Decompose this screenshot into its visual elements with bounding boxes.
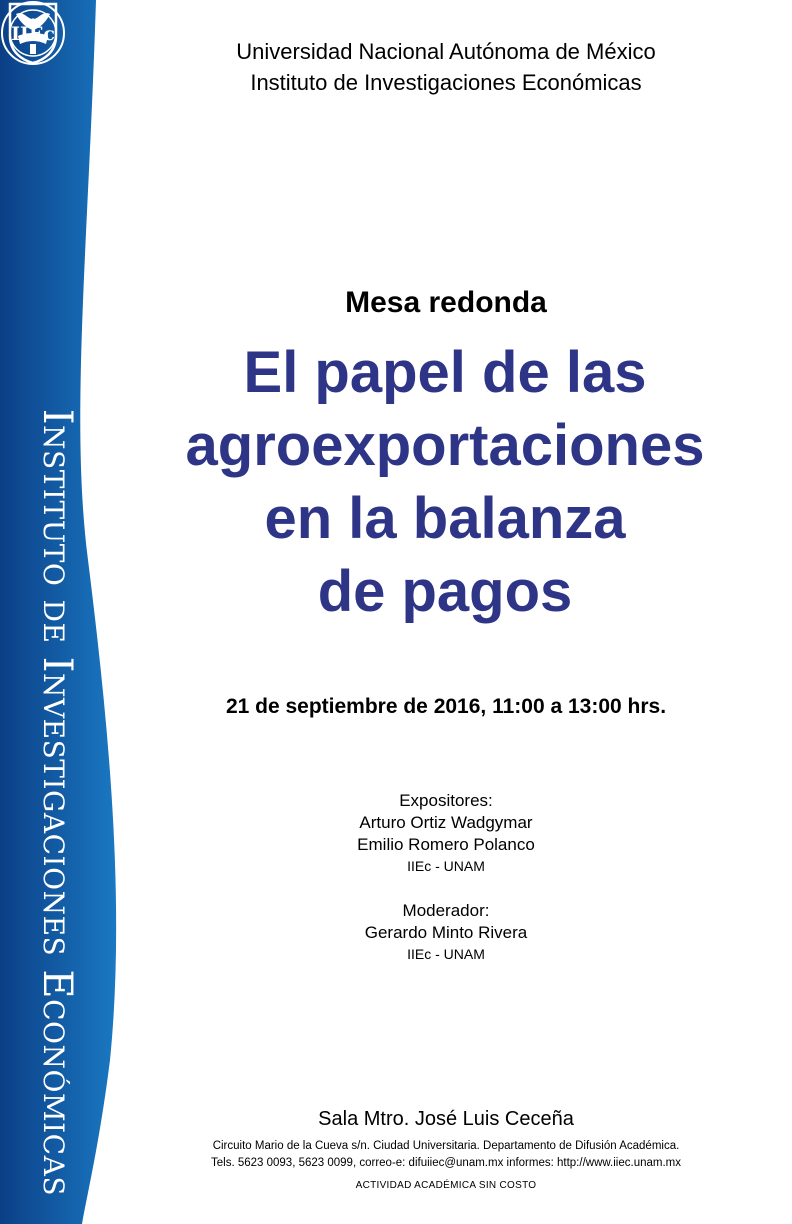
svg-text:IIEc: IIEc	[11, 23, 55, 45]
speaker-name: Emilio Romero Polanco	[357, 835, 535, 854]
institution-header	[130, 36, 762, 98]
participants-block	[130, 790, 762, 964]
speakers-label: Expositores:	[399, 791, 493, 810]
vertical-institute-title	[34, 196, 80, 1196]
event-title-line: agroexportaciones	[185, 413, 705, 478]
event-title	[110, 336, 780, 628]
spacer	[130, 876, 762, 900]
vertical-title-second: Económicas	[34, 969, 80, 1196]
moderator-affiliation: IIEc - UNAM	[407, 946, 485, 962]
iiec-seal-logo	[0, 0, 66, 66]
speakers-affiliation: IIEc - UNAM	[407, 858, 485, 874]
event-title-line: El papel de las	[243, 340, 647, 405]
event-type: Mesa redonda	[345, 286, 547, 319]
contact-line: Tels. 5623 0093, 5623 0099, correo-e: difuiiec@unam.mx informes: http://www.iiec.unam.mx	[211, 1157, 681, 1169]
event-title-line: de pagos	[317, 559, 573, 624]
venue-name: Sala Mtro. José Luis Ceceña	[318, 1108, 574, 1130]
institute-name: Instituto de Investigaciones Económicas	[250, 70, 642, 95]
cost-notice: ACTIVIDAD ACADÉMICA SIN COSTO	[355, 1180, 537, 1191]
event-title-line: en la balanza	[264, 486, 626, 551]
vertical-title-first: Instituto de Investigaciones	[34, 408, 80, 957]
moderator-label: Moderador:	[402, 901, 490, 920]
speaker-name: Arturo Ortiz Wadgymar	[359, 813, 533, 832]
event-datetime: 21 de septiembre de 2016, 11:00 a 13:00 hrs.	[225, 695, 667, 718]
university-name: Universidad Nacional Autónoma de México	[236, 39, 656, 64]
address-block	[130, 1138, 762, 1172]
moderator-name: Gerardo Minto Rivera	[364, 923, 528, 942]
address-line: Circuito Mario de la Cueva s/n. Ciudad Universitaria. Departamento de Difusión Académica.	[212, 1140, 680, 1152]
